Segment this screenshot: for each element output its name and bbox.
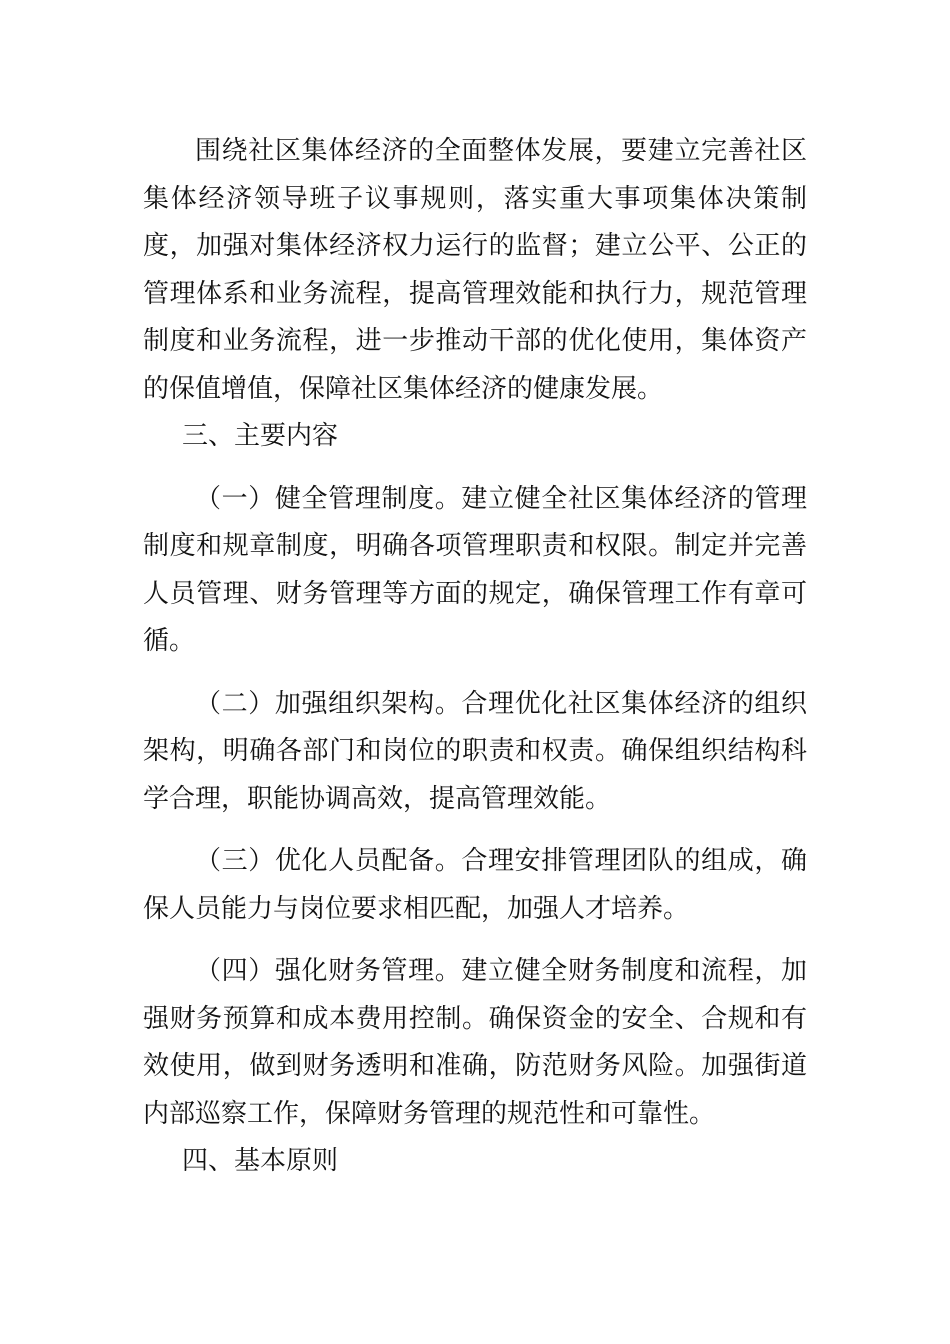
paragraph-intro: 围绕社区集体经济的全面整体发展，要建立完善社区集体经济领导班子议事规则，落实重大事项集体决策制度，加强对集体经济权力运行的监督；建立公平、公正的管理体系和业务流程，提高管理效能和执行力，规范管理制度和业务流程，进一步推动干部的优化使用，集体资产的保值增值，保障社区集体经济的健康发展。 — [143, 136, 807, 404]
section-heading-main-content: 三、主要内容 — [182, 421, 339, 451]
document-body — [143, 128, 807, 1186]
paragraph-item-3: （三）优化人员配备。合理安排管理团队的组成，确保人员能力与岗位要求相匹配，加强人才培养。 — [143, 846, 807, 924]
paragraph-item-1: （一）健全管理制度。建立健全社区集体经济的管理制度和规章制度，明确各项管理职责和权限。制定并完善人员管理、财务管理等方面的规定，确保管理工作有章可循。 — [143, 483, 807, 656]
section-heading-basic-principles: 四、基本原则 — [182, 1146, 339, 1176]
paragraph-item-4: （四）强化财务管理。建立健全财务制度和流程，加强财务预算和成本费用控制。确保资金的安全、合规和有效使用，做到财务透明和准确，防范财务风险。加强街道内部巡察工作，保障财务管理的规范性和可靠性。 — [143, 956, 807, 1129]
paragraph-item-2: （二）加强组织架构。合理优化社区集体经济的组织架构，明确各部门和岗位的职责和权责。确保组织结构科学合理，职能协调高效，提高管理效能。 — [143, 688, 807, 814]
